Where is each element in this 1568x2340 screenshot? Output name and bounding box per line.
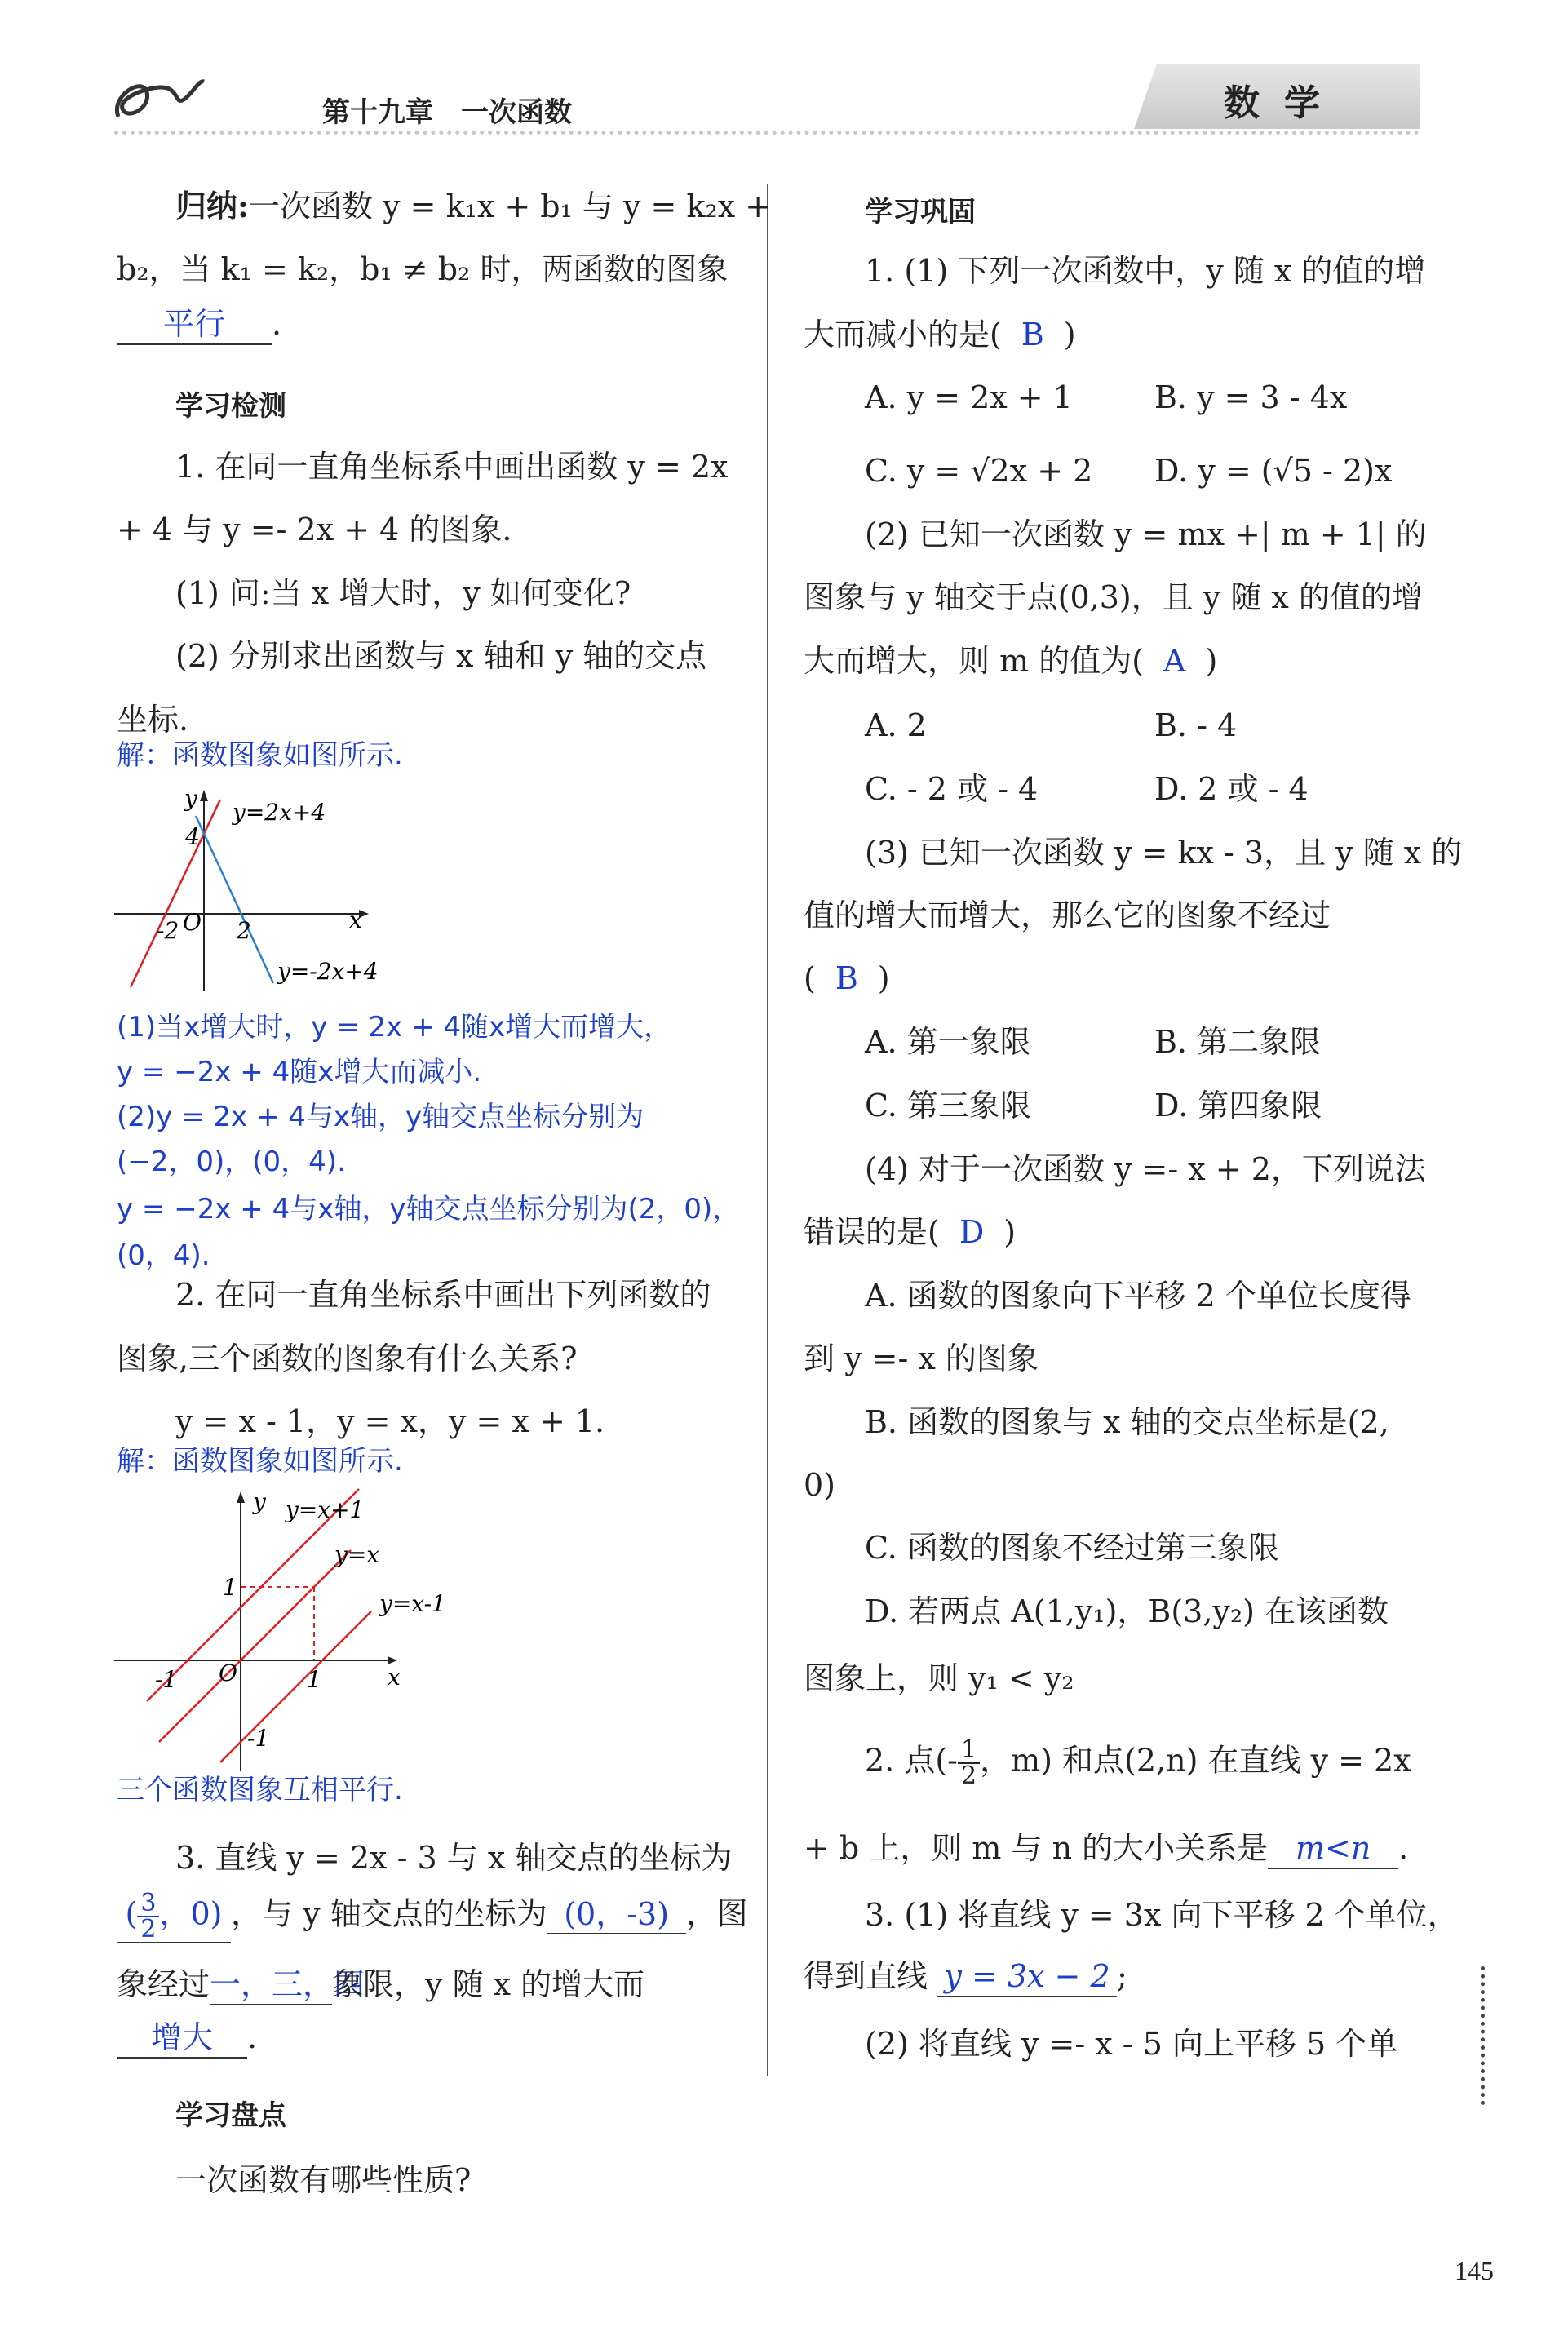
p1-line-1: 1. (1) 下列一次函数中，y 随 x 的值的增 (865, 253, 1426, 289)
p3-line-3: ( B ) (804, 960, 890, 996)
graph2-line-x (159, 1550, 351, 1742)
section-review-heading: 学习盘点 (175, 2099, 286, 2132)
p4-line-1: (4) 对于一次函数 y =- x + 2，下列说法 (865, 1151, 1426, 1187)
q2r-fraction-num: 1 (958, 1738, 980, 1764)
page-number: 145 (1455, 2256, 1494, 2285)
p4-option-d-2: 图象上，则 y₁ < y₂ (804, 1660, 1074, 1696)
q3r-line-3: (2) 将直线 y =- x - 5 向上平移 5 个单 (865, 2026, 1398, 2062)
q3-line-4: 增大 . (117, 2015, 257, 2060)
p3-line-2: 值的增大而增大，那么它的图象不经过 (804, 897, 1331, 933)
graph2-tick-neg1y: -1 (247, 1725, 270, 1752)
p4-option-d-1: D. 若两点 A(1,y₁)，B(3,y₂) 在该函数 (865, 1593, 1389, 1629)
q2r-fraction-den: 2 (961, 1762, 977, 1790)
p2-line-3: 大而增大，则 m 的值为( A ) (804, 643, 1218, 679)
q1-line-1: 1. 在同一直角坐标系中画出函数 y = 2x (175, 449, 729, 485)
summary-text-1: 一次函数 y = k₁x + b₁ 与 y = k₂x + (249, 188, 772, 224)
p3-option-b: B. 第二象限 (1154, 1024, 1322, 1060)
header-divider (114, 131, 1420, 135)
q1-answer-4: (−2，0)，(0，4). (117, 1146, 346, 1178)
p1-answer: B (1021, 317, 1044, 352)
q2-line-1: 2. 在同一直角坐标系中画出下列函数的 (175, 1277, 711, 1313)
page-header (0, 0, 1568, 147)
q3-answer-2: (0，-3) (547, 1896, 686, 1935)
column-divider (767, 184, 768, 2076)
graph2-tick-neg1x: -1 (155, 1666, 178, 1693)
graph1-x-label: x (349, 906, 362, 933)
graph-1 (114, 783, 424, 995)
subject-label: 数学 (1224, 82, 1344, 124)
q3-answer-3: 一，三，四 (210, 1966, 332, 2005)
q3-mid-text: ，与 y 轴交点的坐标为 (231, 1895, 547, 1932)
q2-line-2: 图象,三个函数的图象有什么关系? (117, 1341, 578, 1376)
q2-answer: 三个函数图象互相平行. (117, 1774, 403, 1806)
summary-line-2: b₂，当 k₁ = k₂，b₁ ≠ b₂ 时，两函数的图象 (117, 251, 729, 287)
q3-line-2 (117, 1891, 748, 1943)
q3r-answer: y = 3x − 2 (937, 1958, 1117, 1997)
q2-functions: y = x - 1，y = x，y = x + 1. (175, 1403, 605, 1439)
graph2-y-label: y (253, 1488, 266, 1515)
graph2-tick-1y: 1 (223, 1574, 237, 1601)
q1-answer-2: y = −2x + 4随x增大而减小. (117, 1056, 482, 1088)
p3-answer: B (835, 960, 858, 996)
q2r-line-1: 2. 点(- $\frac{1}{2}$ ，m) 和点(2,n) 在直线 y = 2x (865, 1735, 1411, 1790)
graph1-tick-4: 4 (185, 823, 200, 850)
summary-label: 归纳: (175, 188, 250, 224)
p2-option-d: D. 2 或 - 4 (1154, 771, 1309, 807)
p4-option-a-2: 到 y =- x 的图象 (804, 1341, 1039, 1376)
review-question: 一次函数有哪些性质? (175, 2162, 472, 2198)
graph1-line-neg-2x-plus-4 (196, 816, 273, 983)
graph1-line-2x-plus-4 (131, 800, 220, 987)
q1-sub-2-line-1: (2) 分别求出函数与 x 轴和 y 轴的交点 (175, 638, 707, 674)
q3-answer-4: 增大 (117, 2019, 247, 2059)
q3r-line-2: 得到直线 y = 3x − 2 ; (804, 1954, 1127, 1999)
q3-tail-text: ，图 (685, 1895, 748, 1932)
p2-answer: A (1163, 643, 1186, 679)
graph2-line-x-minus-1 (220, 1611, 371, 1762)
p3-option-d: D. 第四象限 (1154, 1088, 1322, 1123)
q3-answer-1: ( $\frac{3}{2}$ ，0) (117, 1891, 231, 1943)
section-check-heading: 学习检测 (175, 390, 286, 423)
p4-option-c: C. 函数的图象不经过第三象限 (865, 1530, 1279, 1566)
p1-line-2: 大而减小的是( B ) (804, 317, 1076, 352)
q1-answer-3: (2)y = 2x + 4与x轴，y轴交点坐标分别为 (117, 1101, 644, 1133)
p2-option-c: C. - 2 或 - 4 (865, 771, 1039, 807)
p4-line-2: 错误的是( D ) (804, 1214, 1017, 1250)
p4-option-b-2: 0) (804, 1467, 836, 1503)
q1-answer-1: (1)当x增大时，y = 2x + 4随x增大而增大， (117, 1011, 672, 1044)
p4-option-b-1: B. 函数的图象与 x 轴的交点坐标是(2, (865, 1404, 1389, 1440)
q1-solution-intro: 解：函数图象如图所示. (117, 739, 403, 772)
q3-fraction-num: 3 (137, 1891, 159, 1917)
q3r-line-1: 3. (1) 将直线 y = 3x 向下平移 2 个单位， (865, 1897, 1459, 1933)
logo-swirl-icon (110, 72, 208, 129)
p3-option-c: C. 第三象限 (865, 1088, 1031, 1123)
q1-line-2: + 4 与 y =- 2x + 4 的图象. (117, 512, 512, 547)
p1-option-c: C. y = √2x + 2 (865, 453, 1093, 489)
q1-sub-2-line-2: 坐标. (117, 702, 189, 738)
summary-line-3: 平行 . (117, 302, 281, 347)
graph2-y-arrow-icon (237, 1491, 245, 1503)
p1-option-a: A. y = 2x + 1 (865, 379, 1073, 415)
chapter-title: 第十九章 一次函数 (322, 96, 572, 129)
q2r-answer: m<n (1268, 1830, 1398, 1869)
q3-line-3: 象经过一，三，四象限，y 随 x 的增大而 (117, 1962, 644, 2007)
graph2-tick-1x: 1 (307, 1666, 321, 1693)
graph2-label-x-plus-1: y=x+1 (286, 1496, 365, 1523)
graph1-line1-label: y=2x+4 (233, 799, 326, 826)
graph2-label-x: y=x (334, 1541, 380, 1568)
graph1-tick-2: 2 (237, 917, 251, 944)
margin-dots (1481, 1966, 1485, 2105)
graph2-label-x-minus-1: y=x-1 (379, 1590, 446, 1617)
q1-sub-1: (1) 问:当 x 增大时，y 如何变化? (175, 575, 631, 611)
graph1-tick-neg2: -2 (157, 917, 179, 944)
summary-line-1 (175, 184, 771, 229)
q3-fraction-den: 2 (140, 1915, 157, 1943)
p2-option-a: A. 2 (865, 707, 927, 743)
summary-answer: 平行 (117, 306, 272, 345)
p1-option-b: B. y = 3 - 4x (1154, 379, 1348, 415)
graph1-line2-label: y=-2x+4 (277, 958, 379, 985)
q2-solution-intro: 解：函数图象如图所示. (117, 1445, 403, 1478)
p4-answer: D (959, 1214, 985, 1250)
p2-line-1: (2) 已知一次函数 y = mx +| m + 1| 的 (865, 516, 1427, 552)
p1-option-d: D. y = (√5 - 2)x (1154, 453, 1393, 489)
q2r-line-2: + b 上，则 m 与 n 的大小关系是 m<n . (804, 1826, 1408, 1871)
q3-line-1: 3. 直线 y = 2x - 3 与 x 轴交点的坐标为 (175, 1840, 733, 1876)
graph2-origin: O (219, 1660, 237, 1686)
graph-2 (114, 1485, 457, 1779)
p2-option-b: B. - 4 (1154, 707, 1238, 743)
graph1-y-label: y (184, 785, 197, 812)
p3-option-a: A. 第一象限 (865, 1024, 1031, 1060)
graph2-x-label: x (388, 1664, 401, 1691)
section-consolidate-heading: 学习巩固 (865, 196, 976, 228)
p3-line-1: (3) 已知一次函数 y = kx - 3，且 y 随 x 的 (865, 835, 1463, 871)
q1-answer-5: y = −2x + 4与x轴，y轴交点坐标分别为(2，0)， (117, 1193, 741, 1225)
p4-option-a-1: A. 函数的图象向下平移 2 个单位长度得 (865, 1278, 1411, 1314)
graph1-origin: O (183, 909, 202, 936)
q1-answer-6: (0，4). (117, 1239, 210, 1272)
graph1-y-arrow-icon (200, 790, 208, 801)
p2-line-2: 图象与 y 轴交于点(0,3)，且 y 随 x 的值的增 (804, 579, 1423, 615)
